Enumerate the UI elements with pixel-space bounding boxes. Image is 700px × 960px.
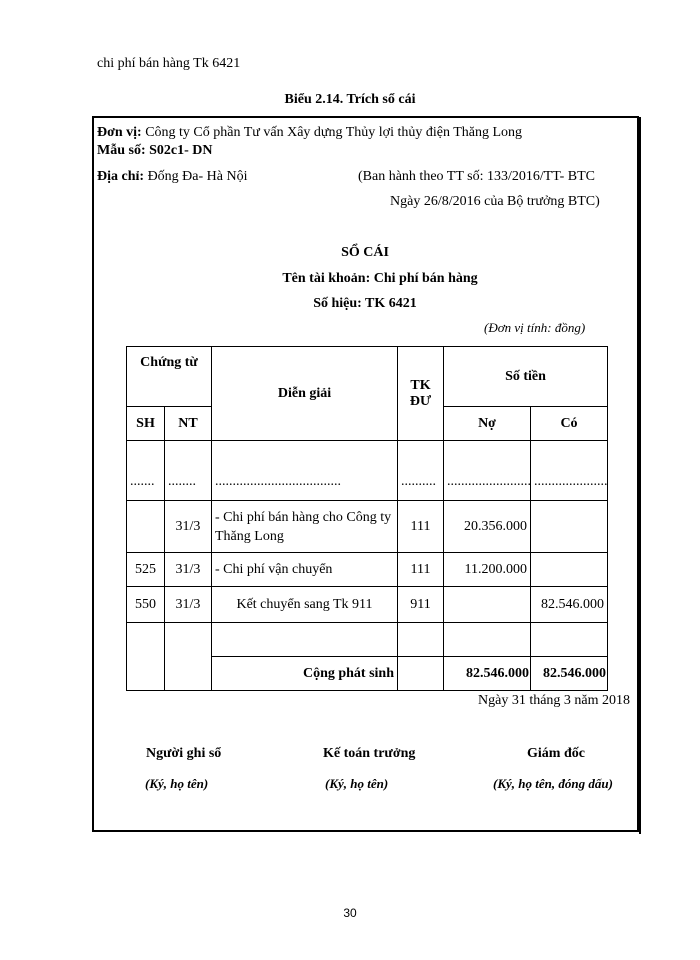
intro-line: chi phí bán hàng Tk 6421 — [97, 56, 241, 71]
col-credit: Có — [531, 407, 608, 441]
row-tk: 111 — [398, 501, 444, 553]
header-row-1 — [127, 347, 608, 407]
table-row — [127, 587, 608, 623]
row-debit — [444, 587, 531, 623]
col-contra-account: TK ĐƯ — [398, 347, 444, 441]
row-sh: 525 — [127, 553, 165, 587]
dots-debit: ........................ — [444, 441, 531, 501]
row-tk: 911 — [398, 587, 444, 623]
blank-credit — [531, 623, 608, 657]
date-line: Ngày 31 tháng 3 năm 2018 — [478, 693, 631, 708]
dots-credit: ..................... — [531, 441, 608, 501]
frame-shadow — [639, 117, 641, 834]
col-nt: NT — [165, 407, 212, 441]
total-credit: 82.546.000 — [531, 657, 608, 691]
blank-sh — [127, 623, 165, 691]
row-nt: 31/3 — [165, 587, 212, 623]
dots-desc: .................................... — [212, 441, 398, 501]
blank-tk — [398, 623, 444, 657]
total-tk — [398, 657, 444, 691]
total-debit: 82.546.000 — [444, 657, 531, 691]
row-debit: 11.200.000 — [444, 553, 531, 587]
ledger-title: SỔ CÁI — [341, 245, 389, 260]
dots-tk: .......... — [398, 441, 444, 501]
row-sh: 550 — [127, 587, 165, 623]
address-label: Địa chỉ: — [97, 169, 145, 184]
unit-value: Công ty Cổ phần Tư vấn Xây dựng Thủy lợi thủy điện Thăng Long — [145, 125, 523, 140]
account-code: Số hiệu: TK 6421 — [313, 296, 417, 311]
address-value: Đống Đa- Hà Nội — [147, 169, 248, 184]
row-desc: - Chi phí vận chuyển — [212, 553, 398, 587]
signature-title-chief-accountant: Kế toán trưởng — [323, 746, 416, 761]
signature-note-chief-accountant: (Ký, họ tên) — [325, 776, 389, 791]
unit-note: (Đơn vị tính: đồng) — [484, 320, 586, 335]
col-debit: Nợ — [444, 407, 531, 441]
unit-label: Đơn vị: — [97, 125, 142, 140]
signature-note-director: (Ký, họ tên, đóng dấu) — [493, 776, 613, 791]
col-sh: SH — [127, 407, 165, 441]
blank-desc — [212, 623, 398, 657]
form-label: Mẫu số: S02c1- DN — [97, 143, 213, 158]
figure-caption: Biểu 2.14. Trích sổ cái — [284, 92, 416, 107]
ledger-table — [126, 346, 608, 691]
dots-sh: ....... — [127, 441, 165, 501]
row-credit: 82.546.000 — [531, 587, 608, 623]
address-line — [97, 169, 247, 185]
row-sh — [127, 501, 165, 553]
blank-row — [127, 623, 608, 657]
total-label: Cộng phát sinh — [212, 657, 398, 691]
page-number: 30 — [343, 906, 357, 920]
dots-row — [127, 441, 608, 501]
blank-debit — [444, 623, 531, 657]
row-desc: Kết chuyển sang Tk 911 — [212, 587, 398, 623]
row-tk: 111 — [398, 553, 444, 587]
blank-nt — [165, 623, 212, 691]
row-debit: 20.356.000 — [444, 501, 531, 553]
row-nt: 31/3 — [165, 501, 212, 553]
col-voucher: Chứng từ — [127, 347, 212, 407]
col-description: Diễn giải — [212, 347, 398, 441]
row-nt: 31/3 — [165, 553, 212, 587]
unit-line — [97, 125, 522, 141]
row-desc: - Chi phí bán hàng cho Công ty Thăng Long — [212, 501, 398, 553]
regulation-line-1: (Ban hành theo TT số: 133/2016/TT- BTC — [358, 169, 595, 184]
dots-nt: ........ — [165, 441, 212, 501]
row-credit — [531, 553, 608, 587]
col-amount: Số tiền — [444, 347, 608, 407]
table-row — [127, 553, 608, 587]
table-row — [127, 501, 608, 553]
signature-note-recorder: (Ký, họ tên) — [145, 776, 209, 791]
account-name: Tên tài khoản: Chi phí bán hàng — [282, 271, 478, 286]
row-credit — [531, 501, 608, 553]
signature-title-recorder: Người ghi sổ — [146, 746, 222, 761]
signature-title-director: Giám đốc — [527, 746, 585, 761]
regulation-line-2: Ngày 26/8/2016 của Bộ trưởng BTC) — [390, 194, 600, 209]
